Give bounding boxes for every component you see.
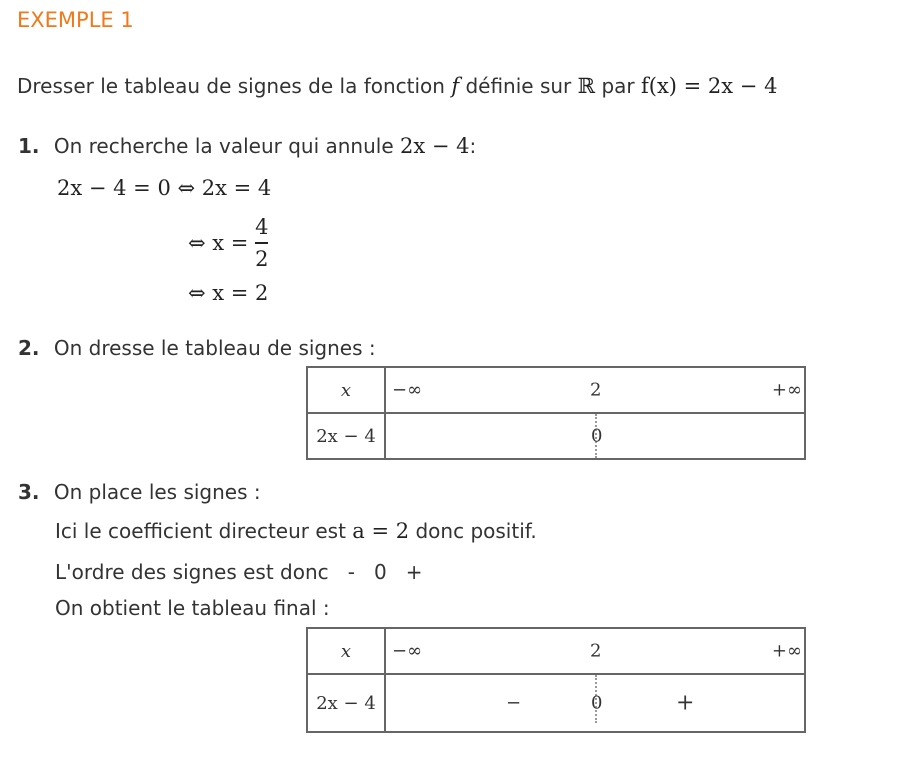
sign-table-initial — [306, 366, 806, 460]
step-1 — [18, 134, 476, 158]
fraction — [255, 214, 268, 272]
table2-root: 2 — [590, 640, 602, 662]
fraction-numerator: 4 — [255, 215, 269, 239]
equation-line-2-text: ⇔ x = — [188, 231, 249, 255]
intro-text-3: par — [601, 74, 635, 98]
step-3-text: On place les signes : — [53, 480, 261, 504]
step-2-text: On dresse le tableau de signes : — [53, 336, 376, 360]
table1-row-label: 2x − 4 — [316, 425, 376, 447]
intro-statement — [17, 74, 777, 98]
intro-text-2: définie sur — [465, 74, 572, 98]
step-3-line-2: L'ordre des signes est donc - 0 + — [55, 560, 423, 584]
sign-table-final — [306, 627, 806, 733]
table2-header-values — [385, 628, 805, 674]
step-1-suffix: : — [469, 134, 477, 158]
fraction-bar — [255, 242, 268, 244]
intro-text-1: Dresser le tableau de signes de la fonction — [17, 74, 445, 98]
example-title: EXEMPLE 1 — [17, 8, 134, 32]
table2-x-label: x — [340, 640, 352, 662]
fraction-denominator: 2 — [255, 247, 269, 271]
step-3-line-1b: donc positif. — [415, 519, 537, 543]
function-expression: f(x) = 2x − 4 — [640, 74, 778, 98]
table2-row-label-cell — [307, 674, 385, 732]
step-2-number: 2. — [18, 336, 40, 360]
step-1-number: 1. — [18, 134, 40, 158]
table1-zero: 0 — [591, 425, 603, 447]
table1-pos-inf: +∞ — [771, 379, 802, 401]
table1-x-label: x — [340, 379, 352, 401]
table1-neg-inf: −∞ — [392, 379, 423, 401]
step-3-line-1a: Ici le coefficient directeur est — [55, 519, 346, 543]
table2-neg-inf: −∞ — [392, 640, 423, 662]
step-3-line-1 — [55, 519, 537, 543]
equation-line-2 — [188, 214, 268, 272]
step-2 — [18, 336, 376, 360]
table2-row-values — [385, 674, 805, 732]
reals-symbol: ℝ — [577, 74, 596, 98]
intro-f: f — [451, 74, 460, 98]
step-3-number: 3. — [18, 480, 40, 504]
table2-sign-negative: − — [506, 692, 522, 714]
table2-header-x — [307, 628, 385, 674]
step-3-line-3: On obtient le tableau final : — [55, 596, 330, 620]
table2-row-label: 2x − 4 — [316, 692, 376, 714]
table1-header-values — [385, 367, 805, 413]
step-3 — [18, 480, 261, 504]
table1-header-x — [307, 367, 385, 413]
table2-sign-positive: + — [676, 690, 695, 716]
equation-line-3: ⇔ x = 2 — [188, 281, 269, 305]
table1-row-label-cell — [307, 413, 385, 459]
step-1-expr: 2x − 4 — [400, 134, 470, 158]
table1-root: 2 — [590, 379, 602, 401]
table2-pos-inf: +∞ — [771, 640, 802, 662]
coefficient-expr: a = 2 — [352, 519, 410, 543]
table1-row-values — [385, 413, 805, 459]
step-1-text: On recherche la valeur qui annule — [53, 134, 394, 158]
table2-zero: 0 — [591, 692, 603, 714]
equation-line-1: 2x − 4 = 0 ⇔ 2x = 4 — [57, 176, 272, 200]
